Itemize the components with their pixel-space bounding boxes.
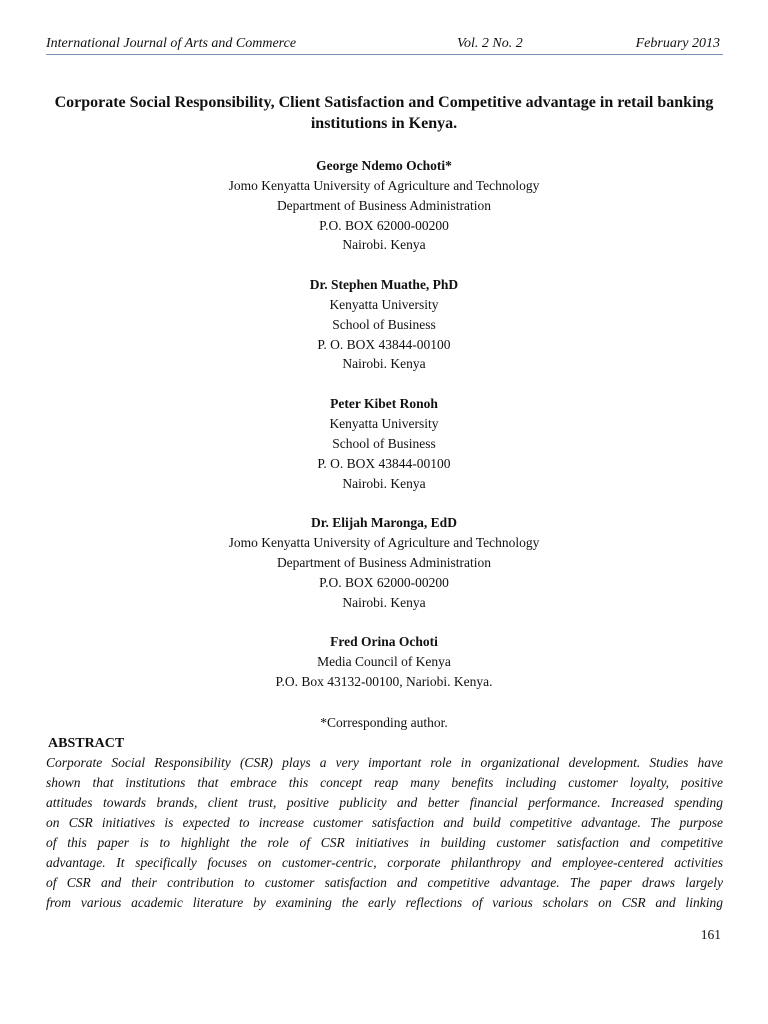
corresponding-author-note: *Corresponding author. xyxy=(320,715,448,730)
author-block xyxy=(0,394,768,493)
author-block xyxy=(0,156,768,255)
journal-name: International Journal of Arts and Commerce xyxy=(46,36,297,51)
author-city: Nairobi. Kenya xyxy=(342,475,426,491)
author-address: P.O. BOX 62000-00200 xyxy=(319,574,449,590)
author-department: School of Business xyxy=(332,435,436,451)
author-block xyxy=(0,513,768,612)
author-city: Nairobi. Kenya xyxy=(342,594,426,610)
author-affiliation: Kenyatta University xyxy=(329,415,439,431)
author-department: Department of Business Administration xyxy=(276,197,492,213)
author-affiliation: Media Council of Kenya xyxy=(317,654,451,670)
abstract-line: of CSR and their contribution to customer satisfaction and competitive advantage. The paper draws largely xyxy=(46,875,723,890)
author-affiliation: Jomo Kenyatta University of Agriculture and Technology xyxy=(228,535,540,551)
publication-date: February 2013 xyxy=(635,36,720,51)
page-number: 161 xyxy=(700,927,721,942)
author-name: Peter Kibet Ronoh xyxy=(330,396,438,412)
abstract-line: of this paper is to highlight the role of CSR initiatives in building customer satisfaction and competitive xyxy=(46,835,723,850)
author-address: P.O. Box 43132-00100, Nariobi. Kenya. xyxy=(275,673,493,689)
author-name: Dr. Stephen Muathe, PhD xyxy=(309,277,459,293)
abstract-text xyxy=(46,753,723,913)
author-list xyxy=(0,156,768,712)
volume-issue: Vol. 2 No. 2 xyxy=(457,36,523,51)
author-affiliation: Jomo Kenyatta University of Agriculture and Technology xyxy=(228,177,540,193)
abstract-line: shown that institutions that embrace this concept reap many benefits including customer loyalty, positive xyxy=(46,775,723,790)
author-name: George Ndemo Ochoti* xyxy=(316,158,452,173)
author-department: Department of Business Administration xyxy=(276,554,492,570)
author-address: P. O. BOX 43844-00100 xyxy=(317,455,451,471)
abstract-line: Corporate Social Responsibility (CSR) plays a very important role in organizational development. Studies have xyxy=(46,755,723,770)
author-city: Nairobi. Kenya xyxy=(342,237,426,253)
abstract-line: from various academic literature by examining the early reflections of various scholars on CSR and linking xyxy=(46,895,723,910)
abstract-line: attitudes towards brands, client trust, positive publicity and better financial performance. Increased spending xyxy=(46,795,723,810)
author-department: School of Business xyxy=(332,316,436,332)
author-block xyxy=(0,275,768,374)
author-address: P. O. BOX 43844-00100 xyxy=(317,336,451,352)
author-block xyxy=(0,632,768,692)
abstract-heading: ABSTRACT xyxy=(48,736,125,751)
author-name: Dr. Elijah Maronga, EdD xyxy=(311,515,457,531)
author-address: P.O. BOX 62000-00200 xyxy=(319,217,449,233)
abstract-line: on CSR initiatives is expected to increase customer satisfaction and build competitive advantage. The purpose xyxy=(46,815,723,830)
abstract-line: advantage. It specifically focuses on customer-centric, corporate philanthropy and employee-centered activities xyxy=(46,855,723,870)
running-header xyxy=(46,34,723,55)
paper-title: Corporate Social Responsibility, Client Satisfaction and Competitive advantage in retail banking institutions in Kenya. xyxy=(54,94,714,132)
author-city: Nairobi. Kenya xyxy=(342,356,426,372)
author-name: Fred Orina Ochoti xyxy=(330,634,438,650)
author-affiliation: Kenyatta University xyxy=(329,296,439,312)
